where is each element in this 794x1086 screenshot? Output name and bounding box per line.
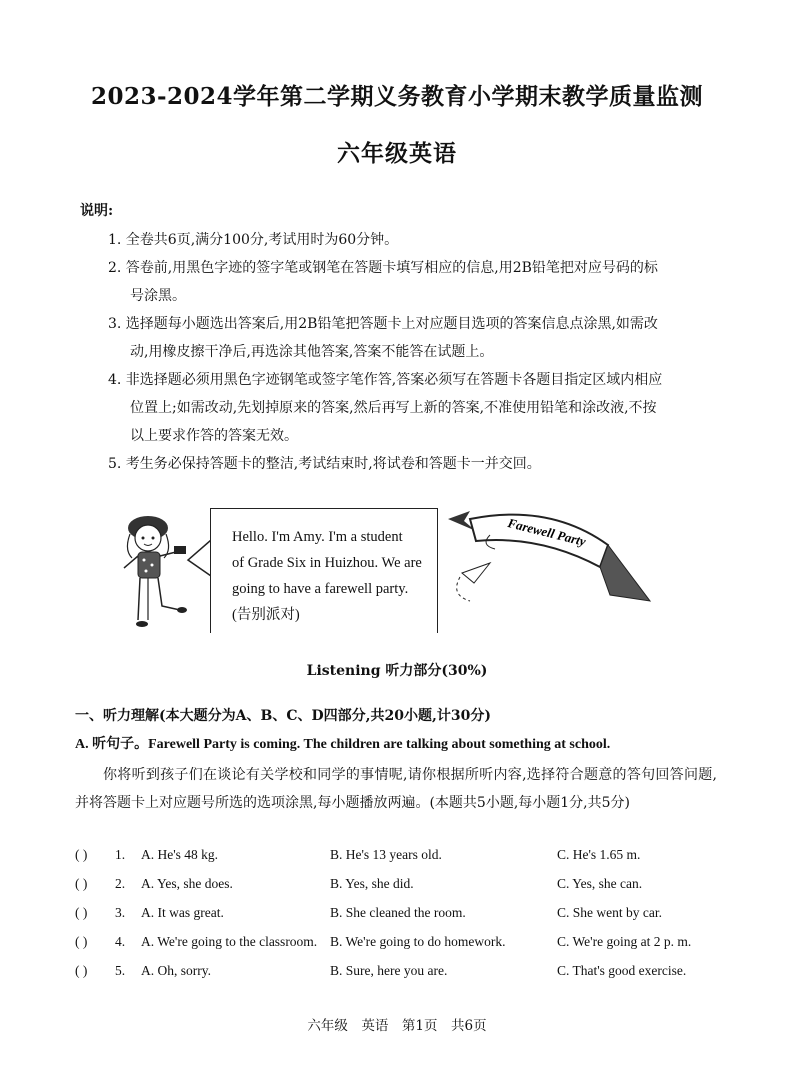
farewell-party-banner [440, 505, 660, 615]
section-one-title: 一、听力理解(本大题分为A、B、C、D四部分,共20小题,计30分) [75, 708, 491, 724]
option-c: C. Yes, she can. [557, 876, 643, 891]
question-row: ( ) 3. A. It was great. B. She cleaned the room. C. She went by car. [75, 905, 662, 920]
answer-blank[interactable]: ( ) [75, 876, 88, 891]
option-a: A. Yes, she does. [141, 876, 233, 891]
option-b: B. He's 13 years old. [330, 847, 442, 862]
instructions-heading: 说明: [80, 203, 114, 219]
option-c: C. That's good exercise. [557, 963, 687, 978]
option-a: A. He's 48 kg. [141, 847, 219, 862]
banner-text: Farewell Party [506, 515, 588, 549]
option-b: B. Yes, she did. [330, 876, 414, 891]
option-b: B. We're going to do homework. [330, 934, 506, 949]
instruction-3: 3. 选择题每小题选出答案后,用2B铅笔把答题卡上对应题目选项的答案信息点涂黑,如需改 动,用橡皮擦干净后,再选涂其他答案,答案不能答在试题上。 [108, 316, 658, 360]
part-a-title: A. 听句子。Farewell Party is coming. The children are talking about something at school. [75, 737, 611, 752]
instruction-4: 4. 非选择题必须用黑色字迹钢笔或签字笔作答,答案必须写在答题卡各题目指定区域内相应 位置上;如需改动,先划掉原来的答案,然后再写上新的答案,不准使用铅笔和涂改液,不按 以上要求作答的答案无效。 [108, 372, 663, 444]
exam-title: 2023-2024学年第二学期义务教育小学期末教学质量监测 [90, 83, 704, 110]
answer-blank[interactable]: ( ) [75, 934, 88, 949]
answer-blank[interactable]: ( ) [75, 847, 88, 862]
option-c: C. We're going at 2 p. m. [557, 934, 692, 949]
option-c: C. He's 1.65 m. [557, 847, 641, 862]
instruction-2: 2. 答卷前,用黑色字迹的签字笔或钢笔在答题卡填写相应的信息,用2B铅笔把对应号码的标 号涂黑。 [108, 260, 658, 304]
page-footer: 六年级 英语 第1页 共6页 [307, 1018, 487, 1034]
instruction-1: 1. 全卷共6页,满分100分,考试用时为60分钟。 [108, 232, 399, 248]
answer-blank[interactable]: ( ) [75, 963, 88, 978]
option-a: A. Oh, sorry. [141, 963, 211, 978]
speech-text: Hello. I'm Amy. I'm a student of Grade Six in Huizhou. We are going to have a farewell party. (告别派对) [232, 529, 422, 623]
option-b: B. She cleaned the room. [330, 905, 466, 920]
question-row: ( ) 5. A. Oh, sorry. B. Sure, here you are. C. That's good exercise. [75, 963, 687, 978]
option-b: B. Sure, here you are. [330, 963, 448, 978]
question-row: ( ) 2. A. Yes, she does. B. Yes, she did. C. Yes, she can. [75, 876, 643, 891]
exam-subtitle: 六年级英语 [337, 140, 457, 167]
instruction-5: 5. 考生务必保持答题卡的整洁,考试结束时,将试卷和答题卡一并交回。 [108, 456, 541, 472]
part-a-instructions: 你将听到孩子们在谈论有关学校和同学的事情呢,请你根据所听内容,选择符合题意的答句回答问题,并将答题卡上对应题号所选的选项涂黑,每小题播放两遍。(本题共5小题,每小题1分,共5分) [75, 767, 717, 811]
option-a: A. It was great. [141, 905, 224, 920]
listening-heading: Listening 听力部分(30%) [306, 663, 488, 679]
question-row: ( ) 4. A. We're going to the classroom. B. We're going to do homework. C. We're going at 2 p. m. [75, 934, 692, 949]
question-row: ( ) 1. A. He's 48 kg. B. He's 13 years old. C. He's 1.65 m. [75, 847, 641, 862]
option-c: C. She went by car. [557, 905, 662, 920]
option-a: A. We're going to the classroom. [141, 934, 318, 949]
answer-blank[interactable]: ( ) [75, 905, 88, 920]
instructions-list [108, 226, 718, 478]
